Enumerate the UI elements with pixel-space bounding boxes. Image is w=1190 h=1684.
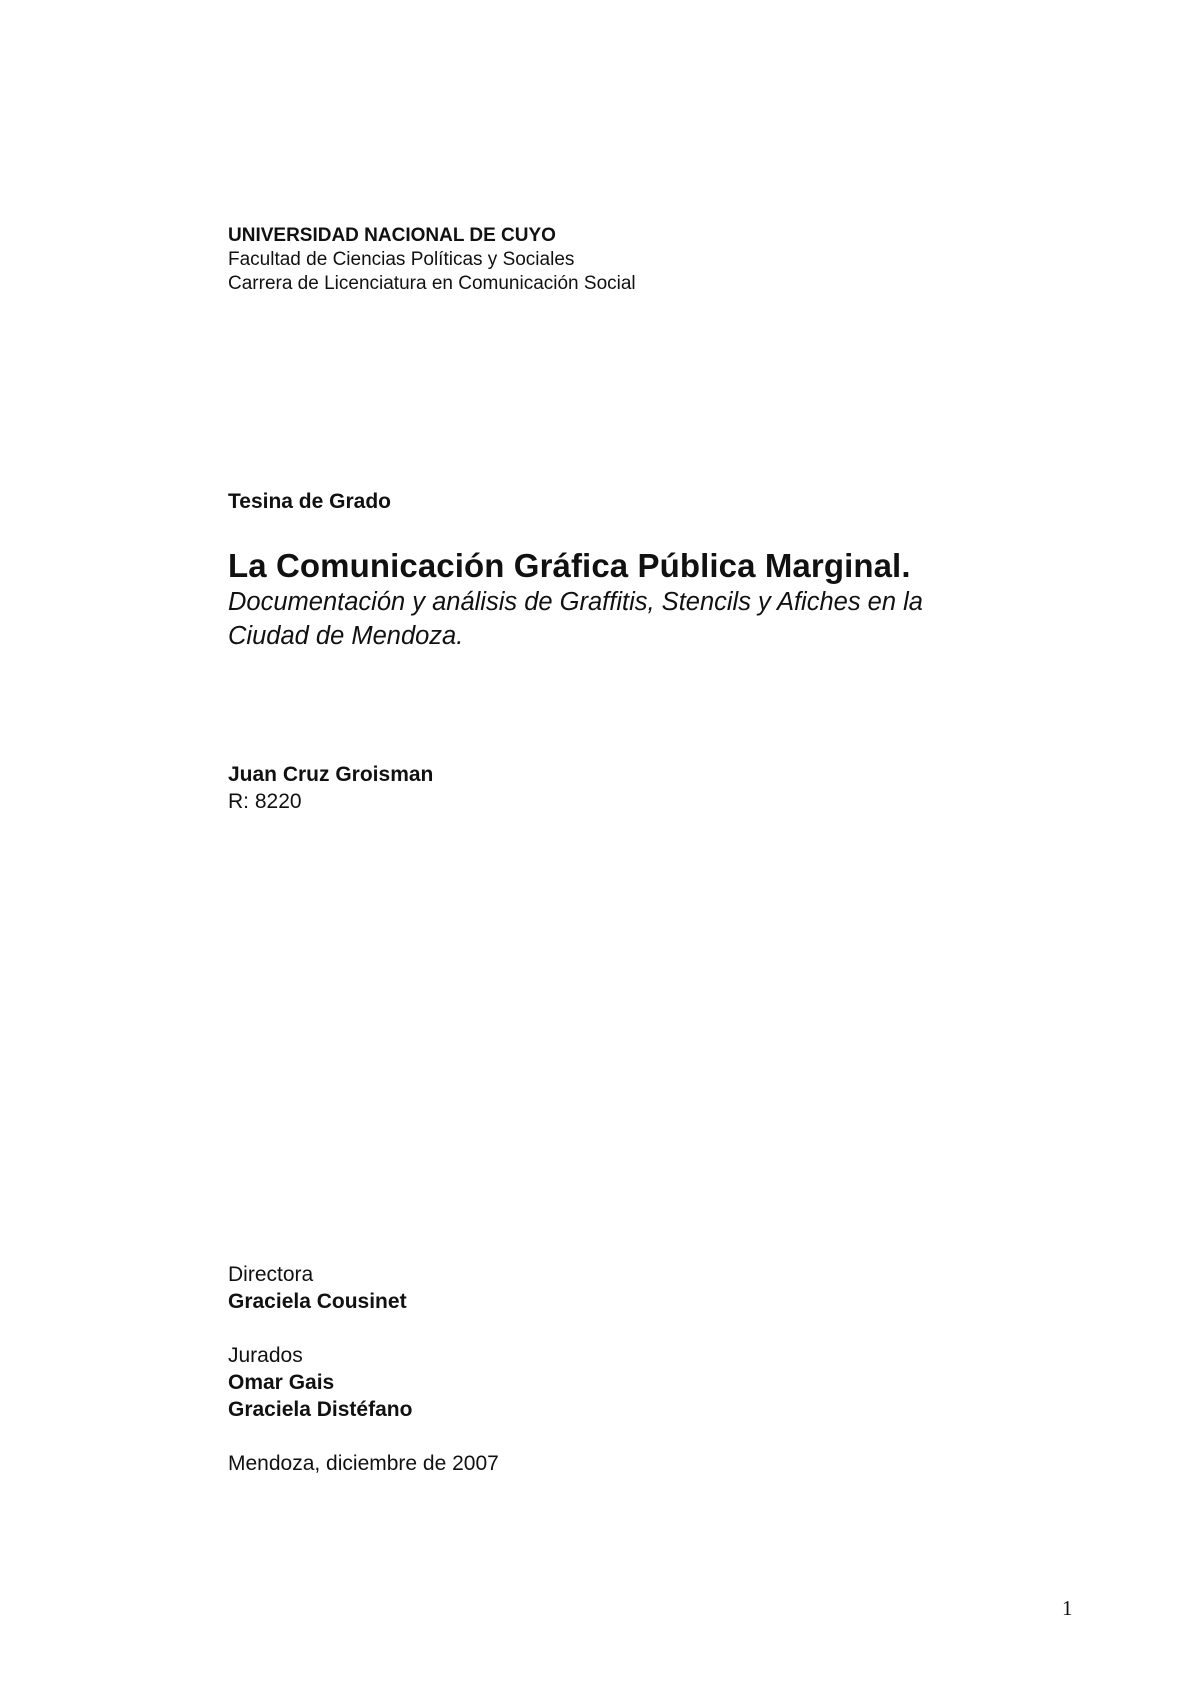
spacer xyxy=(228,1315,499,1342)
author-registration: R: 8220 xyxy=(228,790,302,813)
thesis-subtitle-line-2: Ciudad de Mendoza. xyxy=(228,622,464,650)
faculty-name: Facultad de Ciencias Políticas y Sociales xyxy=(228,249,575,270)
thesis-subtitle xyxy=(228,585,1028,653)
institution-block xyxy=(228,224,636,296)
author-block xyxy=(228,761,433,815)
thesis-subtitle-line-1: Documentación y análisis de Graffitis, Stencils y Afiches en la xyxy=(228,588,923,616)
place-date: Mendoza, diciembre de 2007 xyxy=(228,1452,499,1475)
director-name: Graciela Cousinet xyxy=(228,1290,407,1313)
thesis-title: La Comunicación Gráfica Pública Marginal. xyxy=(228,547,911,584)
jury-label: Jurados xyxy=(228,1344,303,1367)
career-name: Carrera de Licenciatura en Comunicación Social xyxy=(228,273,636,294)
jury-member-2: Graciela Distéfano xyxy=(228,1398,413,1421)
page-number: 1 xyxy=(1062,1596,1073,1620)
spacer xyxy=(228,1423,499,1450)
director-label: Directora xyxy=(228,1263,314,1286)
author-name: Juan Cruz Groisman xyxy=(228,763,434,786)
thesis-type: Tesina de Grado xyxy=(228,490,391,513)
university-name: UNIVERSIDAD NACIONAL DE CUYO xyxy=(228,225,556,246)
jury-member-1: Omar Gais xyxy=(228,1371,335,1394)
committee-block xyxy=(228,1261,499,1477)
